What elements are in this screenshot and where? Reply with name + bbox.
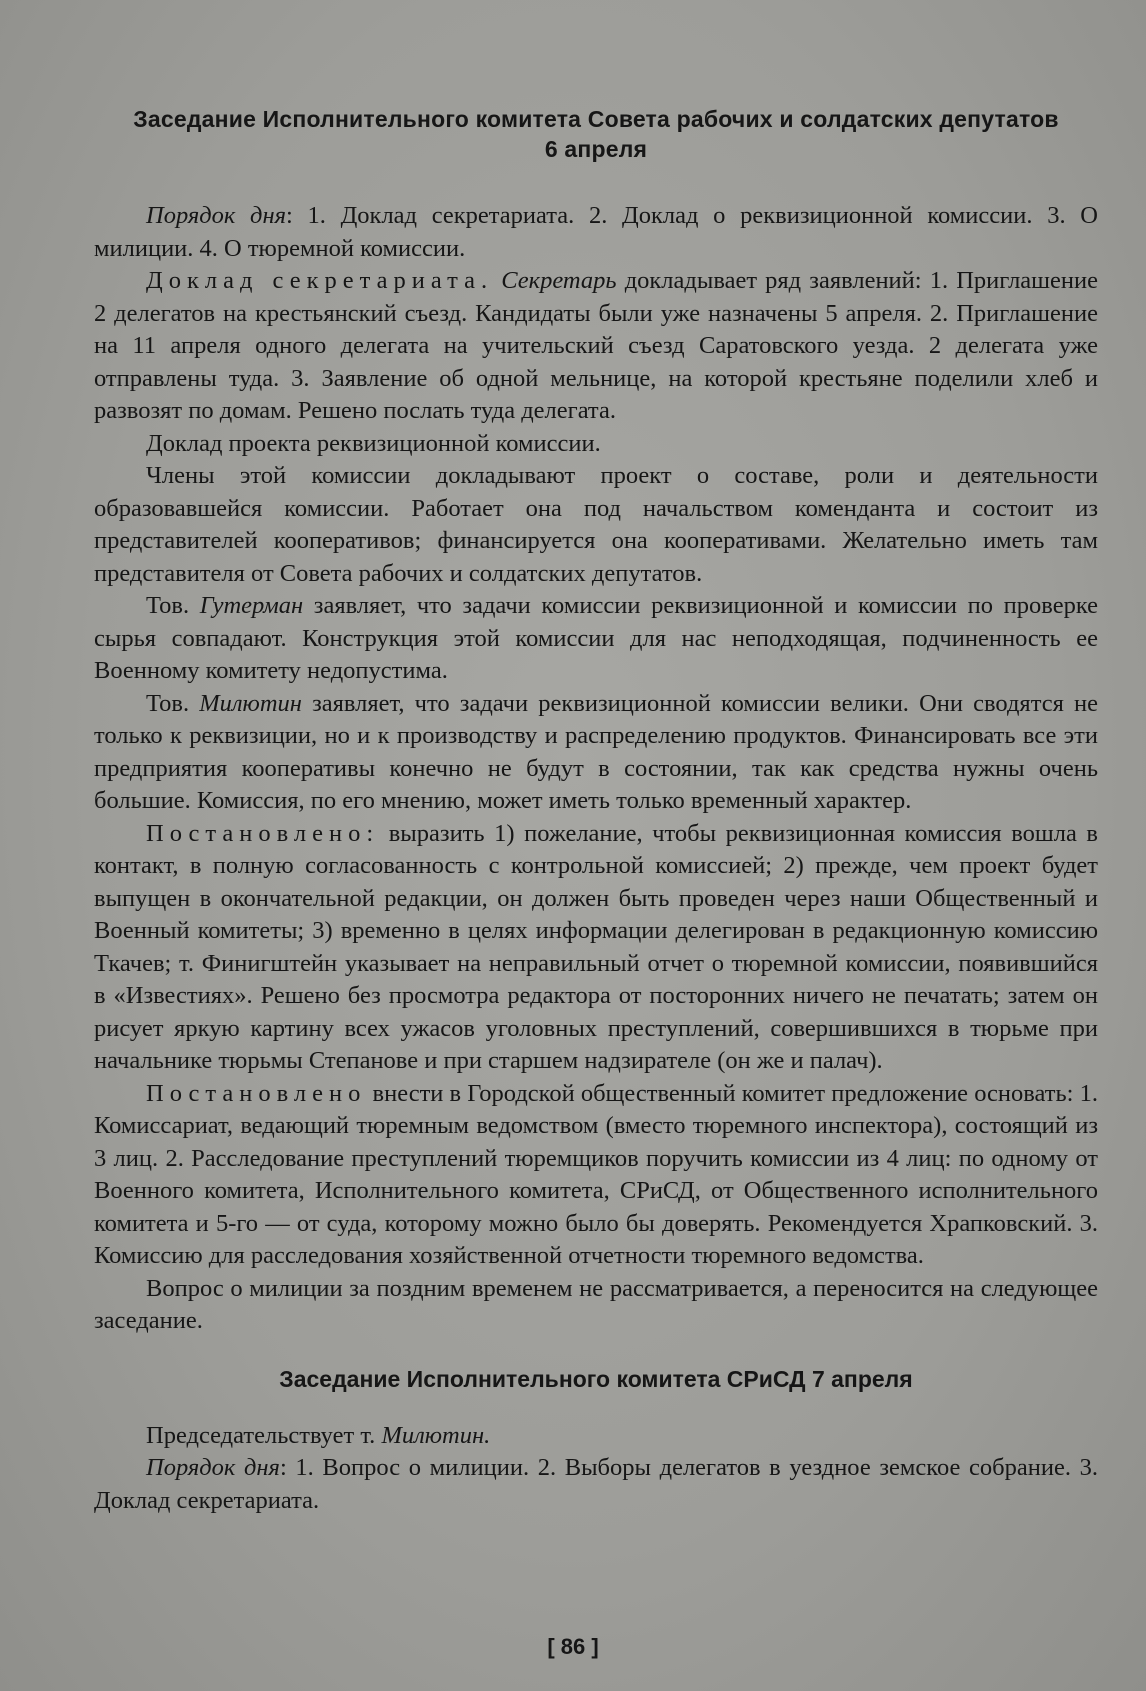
- secretariat-report-paragraph: [94, 265, 1098, 428]
- guterman-prefix: Тов.: [146, 592, 200, 619]
- milyutin-text: заявляет, что задачи реквизиционной комиссии велики. Они сводятся не только к реквизиции, но и к производству и распределению продуктов. Финансировать все эти предприятия кооперативы конечно не будут в состоянии, так как средства нужны очень большие. Комиссия, по его мнению, может иметь только временный характер.: [94, 689, 1098, 814]
- resolution-1-lead: Постановлено:: [146, 819, 380, 847]
- agenda-april-7-paragraph: [94, 1452, 1098, 1517]
- chairman-name: Милютин.: [381, 1421, 491, 1449]
- resolution-2-paragraph: [94, 1078, 1098, 1273]
- agenda-text: : 1. Доклад секретариата. 2. Доклад о реквизиционной комиссии. 3. О милиции. 4. О тюремной комиссии.: [94, 202, 1098, 262]
- agenda-label: Порядок дня: [146, 202, 286, 229]
- resolution-1-paragraph: [94, 818, 1098, 1078]
- commission-members-paragraph: Члены этой комиссии докладывают проект о составе, роли и деятельности образовавшейся комиссии. Работает она под начальством коменданта и состоит из представителей кооперативов; финансируется она кооперативами. Желательно иметь там представителя от Совета рабочих и солдатских депутатов.: [94, 462, 1098, 587]
- agenda-paragraph: [94, 200, 1098, 265]
- milyutin-prefix: Тов.: [146, 689, 200, 717]
- section-heading-april-6: [94, 104, 1098, 164]
- milyutin-paragraph: [94, 688, 1098, 818]
- agenda-april-7-text: : 1. Вопрос о милиции. 2. Выборы делегатов в уездное земское собрание. 3. Доклад секретариата.: [94, 1454, 1098, 1514]
- secretariat-report-lead: Доклад секретариата.: [146, 267, 494, 294]
- agenda-april-7-label: Порядок дня: [146, 1454, 280, 1481]
- heading-line-1: Заседание Исполнительного комитета Совета рабочих и солдатских депутатов: [133, 106, 1059, 132]
- secretariat-report-text: докладывает ряд заявлений: 1. Приглашение 2 делегатов на крестьянский съезд. Кандидаты были уже назначены 5 апреля. 2. Приглашение на 11 апреля одного делегата на учительский съезд Саратовского уезда. 2 делегата уже отправлены туда. 3. Заявление об одной мельнице, на которой крестьяне поделили хлеб и развозят по домам. Решено послать туда делегата.: [94, 267, 1099, 424]
- requisition-project-paragraph: Доклад проекта реквизиционной комиссии.: [146, 429, 601, 457]
- resolution-2-lead: Постановлено: [146, 1079, 367, 1107]
- guterman-name: Гутерман: [199, 592, 304, 619]
- guterman-text: заявляет, что задачи комиссии реквизиционной и комиссии по проверке сырья совпадают. Конструкция этой комиссии для нас неподходящая, подчиненность ее Военному комитету недопустима.: [94, 592, 1098, 684]
- resolution-1-text: выразить 1) пожелание, чтобы реквизиционная комиссия вошла в контакт, в полную согласованность с контрольной комиссией; 2) прежде, чем проект будет выпущен в окончательной редакции, он должен быть проведен через наши Общественный и Военный комитеты; 3) временно в целях информации делегирован в редакционную комиссию Ткачев; т. Финигштейн указывает на неправильный отчет о тюремной комиссии, появившийся в «Известиях». Решено без просмотра редактора от посторонних ничего не печатать; затем он рисует яркую картину всех ужасов уголовных преступлений, совершившихся в тюрьме при начальнике тюрьмы Степанове и при старшем надзирателе (он же и палач).: [94, 819, 1098, 1074]
- heading-line-2: 6 апреля: [544, 136, 648, 162]
- guterman-paragraph: [94, 590, 1098, 688]
- chairman-paragraph: [94, 1420, 1098, 1453]
- secretary-role: Секретарь: [501, 267, 617, 294]
- resolution-2-text: внести в Городской общественный комитет предложение основать: 1. Комиссариат, ведающий тюремным ведомством (вместо тюремного инспектора), состоящий из 3 лиц. 2. Расследование преступлений тюремщиков поручить комиссии из 4 лиц: по одному от Военного комитета, Исполнительного комитета, СРиСД, от Общественного исполнительного комитета и 5-го — от суда, которому можно было бы доверять. Рекомендуется Храпковский. 3. Комиссию для расследования хозяйственной отчетности тюремного ведомства.: [94, 1079, 1098, 1269]
- body-text: [94, 200, 1098, 1517]
- chairman-text: Председательствует т.: [146, 1421, 382, 1449]
- milyutin-name: Милютин: [199, 689, 302, 717]
- militia-postponed-paragraph: Вопрос о милиции за поздним временем не рассматривается, а переносится на следующее заседание.: [94, 1274, 1098, 1334]
- page-number: [ 86 ]: [547, 1634, 599, 1659]
- section-heading-april-7: Заседание Исполнительного комитета СРиСД 7 апреля: [279, 1365, 913, 1392]
